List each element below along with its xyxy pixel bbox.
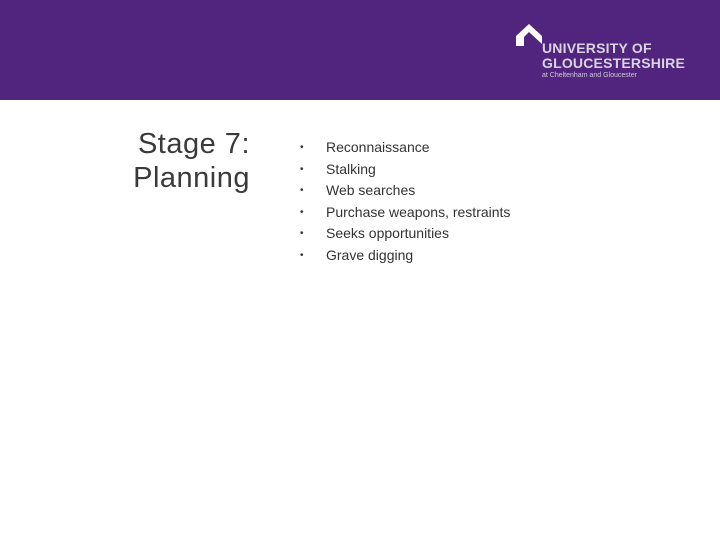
slide-title-line-1: Stage 7: (137, 128, 250, 160)
bullet-item (296, 137, 510, 159)
bullet-item (296, 223, 510, 245)
header-band (0, 0, 720, 100)
bullet-dot-icon: • (300, 142, 304, 153)
university-chevron-icon (516, 24, 542, 68)
bullet-dot-icon: • (300, 163, 304, 175)
bullet-text: Grave digging (326, 246, 414, 263)
bullet-dot-icon: • (300, 228, 304, 240)
bullet-text: Web searches (326, 182, 416, 199)
slide-title (100, 127, 250, 195)
bullet-item (296, 202, 510, 224)
bullet-list (296, 137, 510, 267)
slide-title-line-2: Planning (133, 162, 250, 194)
bullet-text: Reconnaissance (326, 139, 430, 155)
bullet-text: Seeks opportunities (326, 225, 449, 242)
bullet-dot-icon: • (300, 185, 304, 197)
bullet-text: Stalking (326, 160, 376, 177)
logo-subline: at Cheltenham and Gloucester (542, 72, 637, 79)
bullet-dot-icon: • (300, 249, 304, 261)
bullet-text: Purchase weapons, restraints (326, 203, 511, 220)
bullet-item (296, 180, 510, 202)
logo-line-1: UNIVERSITY OF (542, 40, 652, 56)
university-logo (516, 24, 684, 80)
bullet-item (296, 159, 510, 181)
bullet-item (296, 245, 510, 267)
bullet-dot-icon: • (300, 206, 304, 218)
logo-line-2: GLOUCESTERSHIRE (542, 55, 686, 71)
